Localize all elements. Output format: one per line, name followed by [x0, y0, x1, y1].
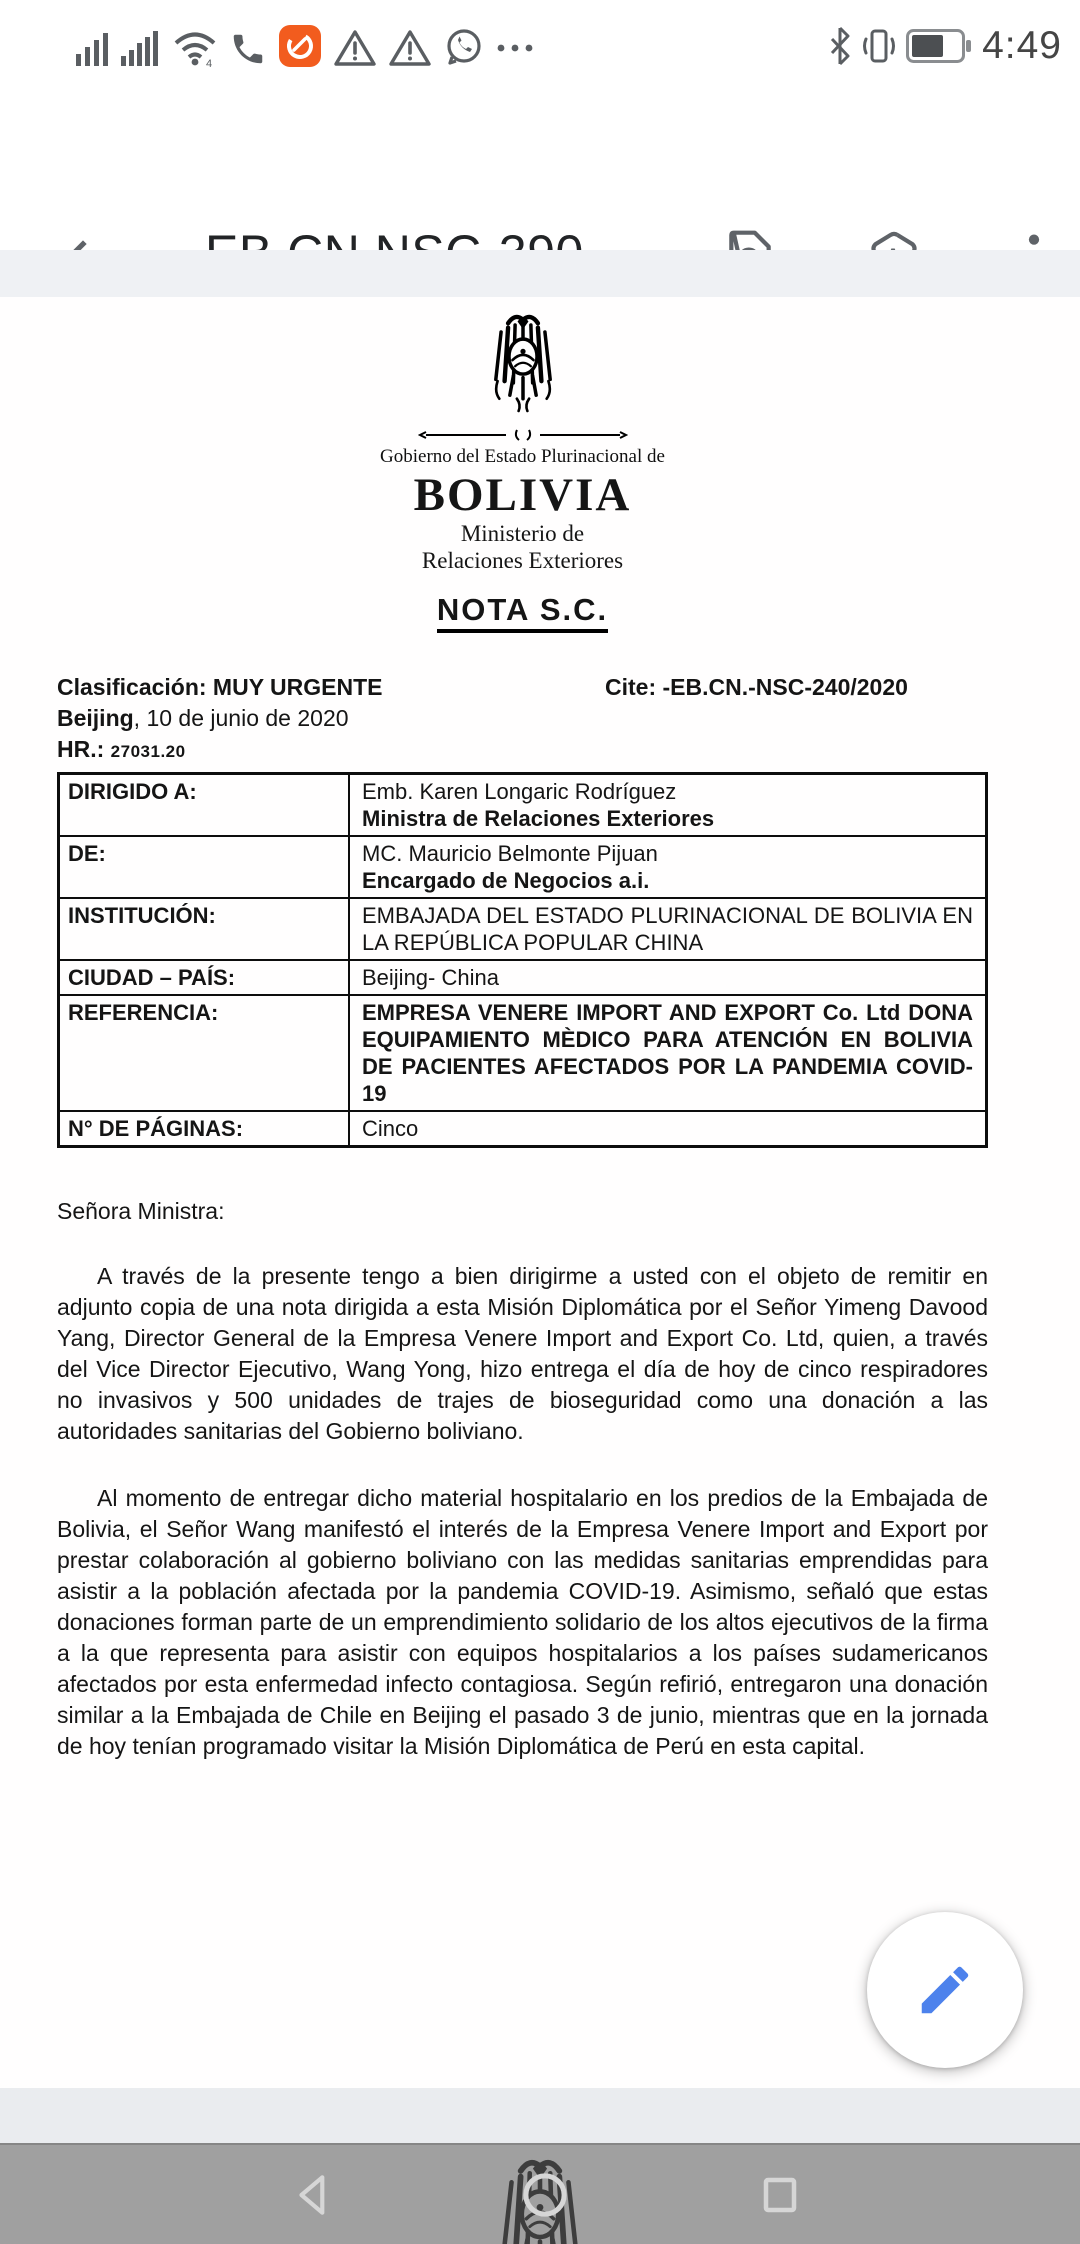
nav-recents-square-icon — [756, 2171, 804, 2219]
cell-signal-icon — [76, 28, 110, 68]
note-type-heading: NOTA S.C. — [57, 592, 988, 628]
letterhead-ministry-line2: Relaciones Exteriores — [421, 548, 624, 573]
warning-icon — [333, 28, 377, 68]
nav-recents-button[interactable] — [748, 2163, 812, 2227]
nav-home-button[interactable] — [513, 2163, 577, 2227]
svg-text:4: 4 — [206, 58, 213, 68]
letterhead-rule — [418, 428, 628, 442]
warning-icon-2 — [388, 28, 432, 68]
status-right-icons — [828, 22, 1062, 70]
bolivia-coat-of-arms-icon — [482, 311, 564, 425]
mi-app-notification-icon — [278, 24, 322, 68]
table-row: DIRIGIDO A: Emb. Karen Longaric Rodríguez Ministra de Relaciones Exteriores — [60, 775, 985, 835]
nav-back-button[interactable] — [283, 2163, 347, 2227]
cell-signal-icon-2 — [121, 28, 161, 68]
phone-call-icon — [229, 30, 267, 68]
table-row: CIUDAD – PAÍS: Beijing- China — [60, 959, 985, 994]
letterhead-country: BOLIVIA — [413, 469, 632, 521]
wifi-icon — [172, 28, 218, 68]
pencil-edit-icon — [914, 1959, 976, 2021]
table-row: INSTITUCIÓN: EMBAJADA DEL ESTADO PLURINACIONAL DE BOLIVIA EN LA REPÚBLICA POPULAR CHINA — [60, 897, 985, 959]
body-paragraph-2: Al momento de entregar dicho material hospitalario en los predios de la Embajada de Bolivia, el Señor Wang manifestó el interés de la Empresa Venere Import and Export por prestar colaboración al gobierno boliviano con las medidas sanitarias emprendidas para asistir a la población afectada por la pandemia COVID-19. Asimismo, señaló que estas donaciones forman parte de un emprendimiento solidario de los altos ejecutivos de la firma a la que representa para asistir con equipos hospitalarios a los países sudamericanos afectados por esta enfermedad infecto contagiosa. Según refirió, entregaron una donación similar a la Embajada de Chile en Beijing el pasado 3 de junio, mientras que en la jornada de hoy tenían programado visitar la Misión Diplomática de Perú en esta capital. — [57, 1485, 988, 1759]
letterhead-ministry-line1: Ministerio de — [460, 521, 585, 546]
cite-line: Cite: -EB.CN.-NSC-240/2020 — [605, 674, 908, 700]
app-bar — [0, 90, 1080, 250]
bluetooth-icon — [828, 26, 852, 66]
page-separator-top — [0, 250, 1080, 297]
battery-icon — [906, 29, 972, 63]
table-row: DE: MC. Mauricio Belmonte Pijuan Encargado de Negocios a.i. — [60, 835, 985, 897]
edit-fab-button[interactable] — [867, 1912, 1023, 2068]
nav-home-circle-icon — [518, 2168, 572, 2222]
table-row: REFERENCIA: EMPRESA VENERE IMPORT AND EXPORT Co. Ltd DONA EQUIPAMIENTO MÈDICO PARA ATENCIÓN EN BOLIVIA DE PACIENTES AFECTADOS POR LA PANDEMIA COVID-19 — [60, 994, 985, 1110]
android-nav-bar — [0, 2143, 1080, 2244]
document-header-table — [57, 772, 988, 1148]
document-meta — [57, 672, 988, 767]
letterhead — [57, 311, 988, 574]
pdf-page[interactable] — [0, 297, 1080, 2088]
vibrate-icon — [862, 26, 896, 66]
hr-line: HR.: 27031.20 — [57, 736, 186, 762]
classification-line: Clasificación: MUY URGENTE — [57, 674, 383, 700]
status-left-icons — [76, 24, 534, 68]
city-date-line: Beijing, 10 de junio de 2020 — [57, 705, 349, 731]
body-paragraph-1: A través de la presente tengo a bien dirigirme a usted con el objeto de remitir en adjunto copia de una nota dirigida a esta Misión Diplomática por el Señor Yimeng Davood Yang, Director General de la Empresa Venere Import and Export Co. Ltd, quien, a través del Vice Director Ejecutivo, Wang Yong, hizo entrega el día de hoy de cinco respiradores no invasivos y 500 unidades de trajes de bioseguridad como una donación a las autoridades sanitarias del Gobierno boliviano. — [57, 1263, 988, 1444]
whatsapp-icon — [443, 26, 485, 68]
letterhead-government-line: Gobierno del Estado Plurinacional de — [380, 446, 665, 467]
more-notifications-icon — [496, 28, 534, 68]
status-bar — [0, 0, 1080, 90]
nav-back-triangle-icon — [290, 2170, 340, 2220]
table-row: N° DE PÁGINAS: Cinco — [60, 1110, 985, 1145]
clock-time: 4:49 — [982, 24, 1062, 67]
page-separator-bottom — [0, 2088, 1080, 2143]
salutation: Señora Ministra: — [57, 1198, 225, 1224]
